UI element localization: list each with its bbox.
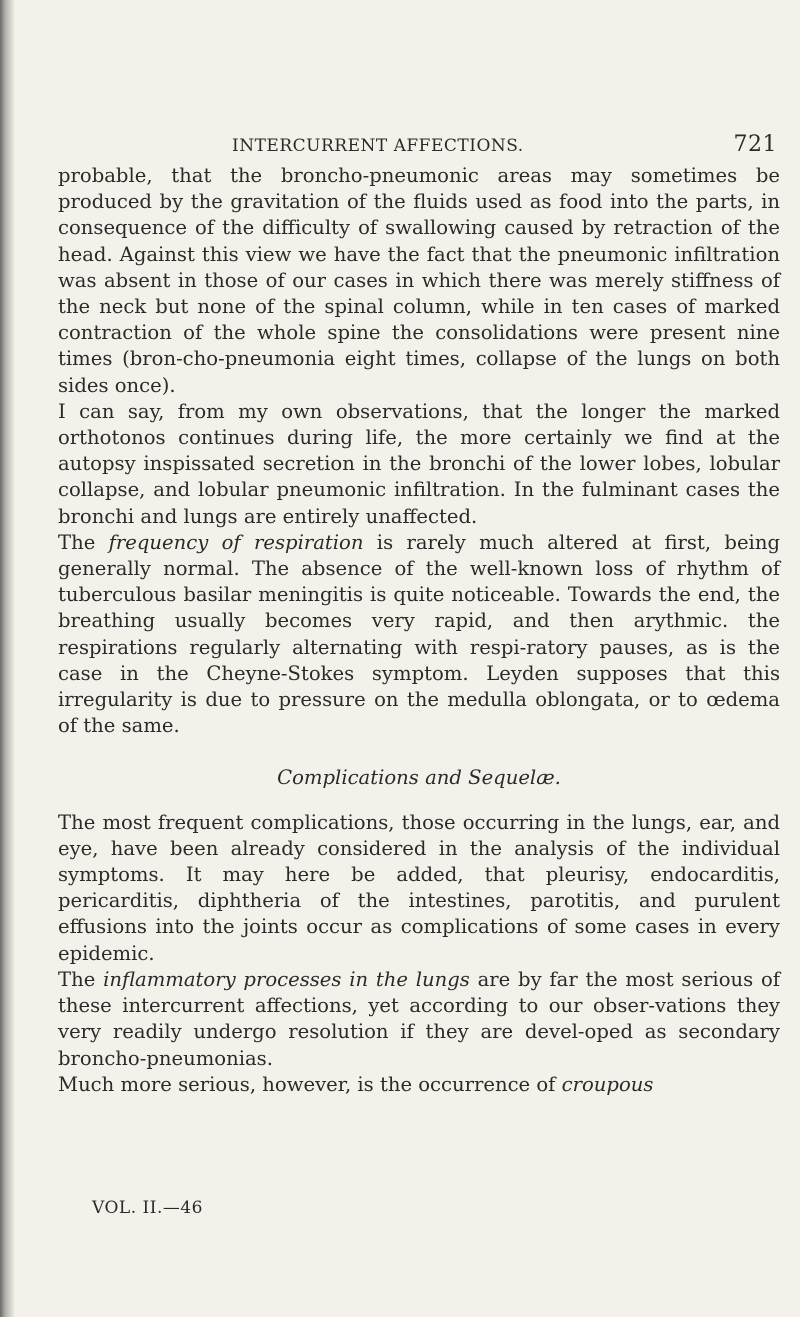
paragraph-3-lead: The: [58, 530, 109, 554]
paragraph-2: I can say, from my own observations, that the longer the marked orthotonos continues during life, the more certainly we find at the autopsy inspissated secretion in the bronchi of the lower lobes, lobular collapse, and lobular pneumonic infiltration. In the fulminant cases the bronchi and lungs are entirely unaffected.: [58, 399, 780, 528]
running-head-title: INTERCURRENT AFFECTIONS.: [232, 136, 524, 156]
paragraph-3-emphasis: frequency of respiration: [108, 530, 364, 554]
paragraph-5-body: are by far the most serious of these intercurrent affections, yet according to our obser-vations they very readily undergo resolution if they are devel-oped as secondary broncho-pneumonias.: [58, 967, 780, 1070]
body-text: [58, 163, 780, 1098]
paragraph-6-emphasis: croupous: [561, 1072, 654, 1096]
paragraph-5-emphasis: inflammatory processes in the lungs: [103, 967, 470, 991]
volume-signature: VOL. II.—46: [92, 1198, 203, 1218]
paragraph-5: [58, 967, 780, 1072]
paragraph-3-body: is rarely much altered at first, being generally normal. The absence of the well-known loss of rhythm of tuberculous basilar meningitis is quite noticeable. Towards the end, the breathing usually becomes very rapid, and then arythmic. the respirations regularly alternating with respi-ratory pauses, as is the case in the Cheyne-Stokes symptom. Leyden supposes that this irregularity is due to pressure on the medulla oblongata, or to œdema of the same.: [58, 530, 780, 738]
paragraph-5-lead: The: [58, 967, 104, 991]
paragraph-3: [58, 530, 780, 740]
section-heading: Complications and Sequelæ.: [277, 766, 561, 790]
paragraph-4: The most frequent complications, those occurring in the lungs, ear, and eye, have been already considered in the analysis of the individual symptoms. It may here be added, that pleurisy, endocarditis, pericarditis, diphtheria of the intestines, parotitis, and purulent effusions into the joints occur as complications of some cases in every epidemic.: [58, 810, 780, 965]
paragraph-1: probable, that the broncho-pneumonic areas may sometimes be produced by the gravitation of the fluids used as food into the parts, in consequence of the difficulty of swallowing caused by retraction of the head. Against this view we have the fact that the pneumonic infiltration was absent in those of our cases in which there was merely stiffness of the neck but none of the spinal column, while in ten cases of marked contraction of the whole spine the consolidations were present nine times (bron-cho-pneumonia eight times, collapse of the lungs on both sides once).: [58, 164, 780, 397]
page-number: 721: [733, 132, 777, 157]
paragraph-6-lead: Much more serious, however, is the occurrence of: [58, 1072, 562, 1096]
paragraph-6: [58, 1072, 780, 1098]
